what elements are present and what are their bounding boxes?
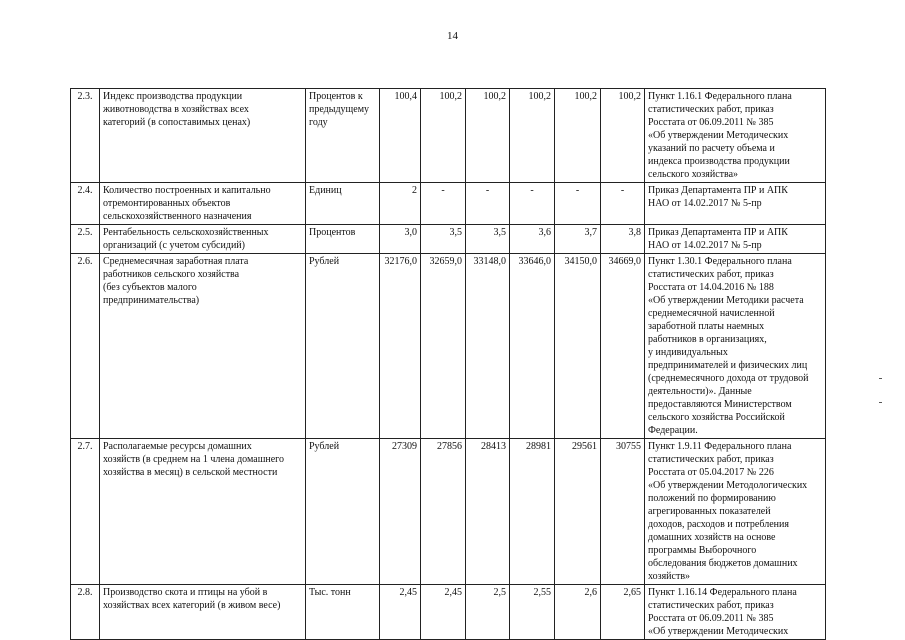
value-cell: 27309 [380, 439, 421, 585]
value-cell: 100,4 [380, 89, 421, 183]
indicator-name: Количество построенных и капитально отремонтированных объектов сельскохозяйственного назначения [100, 183, 306, 225]
value-cell: - [421, 183, 466, 225]
indicator-name: Производство скота и птицы на убой в хозяйствах всех категорий (в живом весе) [100, 585, 306, 640]
unit-cell: Рублей [306, 254, 380, 439]
row-number: 2.4. [71, 183, 100, 225]
source-cell: Пункт 1.30.1 Федерального плана статистических работ, приказ Росстата от 14.04.2016 № 188 «Об утверждении Методики расчета среднемесячной начисленной заработной платы наемных работников в организациях, у индивидуальных предпринимателей и физических лиц (среднемесячного дохода от трудовой деятельности)». Данные предоставляются Министерством сельского хозяйства Российской Федерации. [645, 254, 826, 439]
value-cell: 33148,0 [466, 254, 510, 439]
value-cell: 2 [380, 183, 421, 225]
value-cell: 28981 [510, 439, 555, 585]
value-cell: 100,2 [510, 89, 555, 183]
value-cell: 3,5 [421, 225, 466, 254]
value-cell: 33646,0 [510, 254, 555, 439]
row-number: 2.3. [71, 89, 100, 183]
margin-mark [879, 402, 882, 403]
value-cell: 3,0 [380, 225, 421, 254]
source-cell: Пункт 1.16.1 Федерального плана статистических работ, приказ Росстата от 06.09.2011 № 385 «Об утверждении Методических указаний по расчету объема и индекса производства продукции сельского хозяйства» [645, 89, 826, 183]
value-cell: 34669,0 [601, 254, 645, 439]
table-row [71, 585, 826, 640]
value-cell: 29561 [555, 439, 601, 585]
indicators-table [70, 88, 826, 640]
source-cell: Пункт 1.9.11 Федерального плана статистических работ, приказ Росстата от 05.04.2017 № 226 «Об утверждении Методологических положений по формированию агрегированных показателей доходов, расходов и потребления домашних хозяйств на основе программы Выборочного обследования бюджетов домашних хозяйств» [645, 439, 826, 585]
value-cell: - [601, 183, 645, 225]
value-cell: 30755 [601, 439, 645, 585]
indicator-name: Располагаемые ресурсы домашних хозяйств (в среднем на 1 члена домашнего хозяйства в месяц) в сельской местности [100, 439, 306, 585]
value-cell: 2,5 [466, 585, 510, 640]
source-cell: Приказ Департамента ПР и АПК НАО от 14.02.2017 № 5-пр [645, 225, 826, 254]
table-row [71, 89, 826, 183]
value-cell: 3,7 [555, 225, 601, 254]
value-cell: 28413 [466, 439, 510, 585]
value-cell: 100,2 [466, 89, 510, 183]
source-cell: Приказ Департамента ПР и АПК НАО от 14.02.2017 № 5-пр [645, 183, 826, 225]
table-row [71, 439, 826, 585]
value-cell: 100,2 [601, 89, 645, 183]
value-cell: 3,8 [601, 225, 645, 254]
value-cell: - [510, 183, 555, 225]
value-cell: - [466, 183, 510, 225]
value-cell: 2,55 [510, 585, 555, 640]
row-number: 2.6. [71, 254, 100, 439]
row-number: 2.7. [71, 439, 100, 585]
value-cell: 3,6 [510, 225, 555, 254]
unit-cell: Процентов к предыдущему году [306, 89, 380, 183]
row-number: 2.8. [71, 585, 100, 640]
indicator-name: Индекс производства продукции животноводства в хозяйствах всех категорий (в сопоставимых ценах) [100, 89, 306, 183]
value-cell: 2,45 [380, 585, 421, 640]
margin-mark [879, 378, 882, 379]
value-cell: 100,2 [421, 89, 466, 183]
indicator-name: Среднемесячная заработная плата работников сельского хозяйства (без субъектов малого предпринимательства) [100, 254, 306, 439]
unit-cell: Тыс. тонн [306, 585, 380, 640]
unit-cell: Единиц [306, 183, 380, 225]
value-cell: 100,2 [555, 89, 601, 183]
value-cell: 34150,0 [555, 254, 601, 439]
indicator-name: Рентабельность сельскохозяйственных организаций (с учетом субсидий) [100, 225, 306, 254]
value-cell: 2,45 [421, 585, 466, 640]
value-cell: 32176,0 [380, 254, 421, 439]
value-cell: 3,5 [466, 225, 510, 254]
unit-cell: Процентов [306, 225, 380, 254]
value-cell: 32659,0 [421, 254, 466, 439]
value-cell: 2,65 [601, 585, 645, 640]
table-row [71, 225, 826, 254]
page-number: 14 [447, 30, 458, 42]
table-row [71, 254, 826, 439]
value-cell: 27856 [421, 439, 466, 585]
row-number: 2.5. [71, 225, 100, 254]
unit-cell: Рублей [306, 439, 380, 585]
value-cell: 2,6 [555, 585, 601, 640]
table-row [71, 183, 826, 225]
source-cell: Пункт 1.16.14 Федерального плана статистических работ, приказ Росстата от 06.09.2011 № 385 «Об утверждении Методических [645, 585, 826, 640]
value-cell: - [555, 183, 601, 225]
